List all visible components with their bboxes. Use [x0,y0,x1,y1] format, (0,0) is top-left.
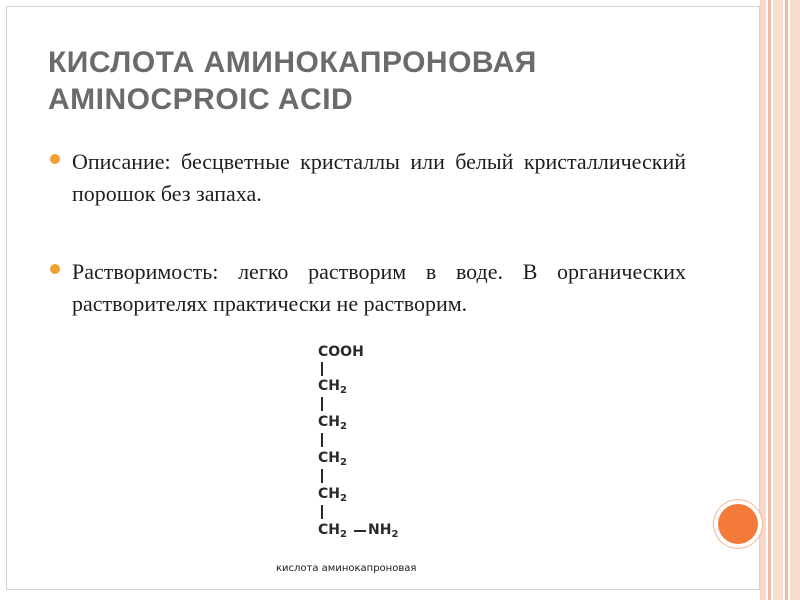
bullet-dot-icon [50,264,60,274]
formula-ch2: $CH_2$ [318,378,347,396]
formula-nh2: $NH_2$ [368,522,399,540]
formula-ch2: $CH_2$ [318,486,347,504]
bullet-description [50,146,686,210]
formula-bond [321,433,323,447]
formula-ch2: $CH_2$ [318,414,347,432]
decorative-circle [714,500,762,548]
formula-ch2: $CH_2$ [318,450,347,468]
formula-cooh: COOH [318,344,364,360]
bullet-text: Растворимость: легко растворим в воде. В органических растворителях практически не растворим. [72,259,686,316]
formula-bond [321,397,323,411]
bullet-text: Описание: бесцветные кристаллы или белый кристаллический порошок без запаха. [72,149,686,206]
slide-title [48,44,688,118]
formula-bond [321,469,323,483]
formula-bond [321,362,323,376]
formula-bond [354,530,366,532]
formula-bond [321,505,323,519]
formula-caption: кислота аминокапроновая [276,563,417,574]
bullet-solubility [50,256,686,320]
formula-ch2: $CH_2$ [318,522,347,540]
decorative-stripes [760,0,800,600]
title-line-russian: КИСЛОТА АМИНОКАПРОНОВАЯ [48,46,537,79]
title-line-english: AMINOCPROIC ACID [48,83,354,116]
structural-formula [270,330,450,580]
bullet-dot-icon [50,154,60,164]
